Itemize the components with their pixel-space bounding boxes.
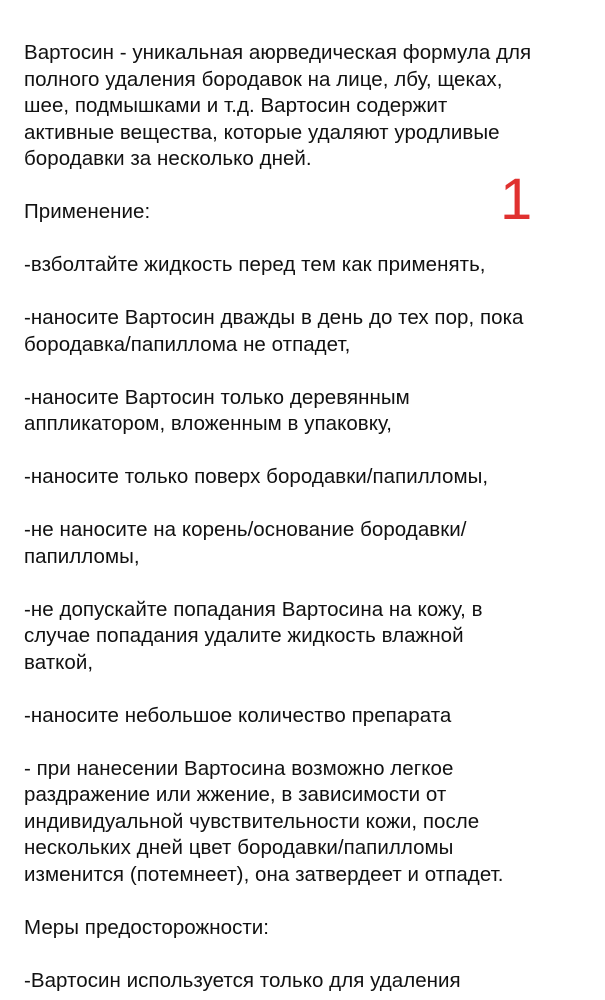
- usage-item: -наносите Вартосин только деревянным аппликатором, вложенным в упаковку,: [24, 385, 410, 435]
- precautions-item: -Вартосин используется только для удаления: [24, 968, 461, 992]
- usage-item: -наносите Вартосин дважды в день до тех пор, пока бородавка/папиллома не отпадет,: [24, 306, 524, 356]
- page-number-marker: 1: [500, 167, 533, 232]
- usage-item: -взболтайте жидкость перед тем как применять,: [24, 253, 486, 276]
- usage-item: - при нанесении Вартосина возможно легкое раздражение или жжение, в зависимости от индивидуальной чувствительности кожи, после нескольких дней цвет бородавки/папилломы изменится (потемнеет), она затвердеет и отпадет.: [24, 756, 504, 886]
- intro-paragraph: Вартосин - уникальная аюрведическая формула для полного удаления бородавок на лице, лбу, щеках, шее, подмышками и т.д. Вартосин содержит активные вещества, которые удаляют уродливые бородавки за несколько дней.: [24, 41, 532, 170]
- usage-heading: Применение:: [24, 200, 151, 223]
- usage-item: -не наносите на корень/основание бородавки/ папилломы,: [24, 518, 467, 568]
- usage-item: -наносите только поверх бородавки/папилломы,: [24, 465, 489, 488]
- precautions-heading: Меры предосторожности:: [24, 915, 270, 939]
- usage-item: -не допускайте попадания Вартосина на кожу, в случае попадания удалите жидкость влажной ваткой,: [24, 597, 483, 674]
- usage-item: -наносите небольшое количество препарата: [24, 703, 452, 727]
